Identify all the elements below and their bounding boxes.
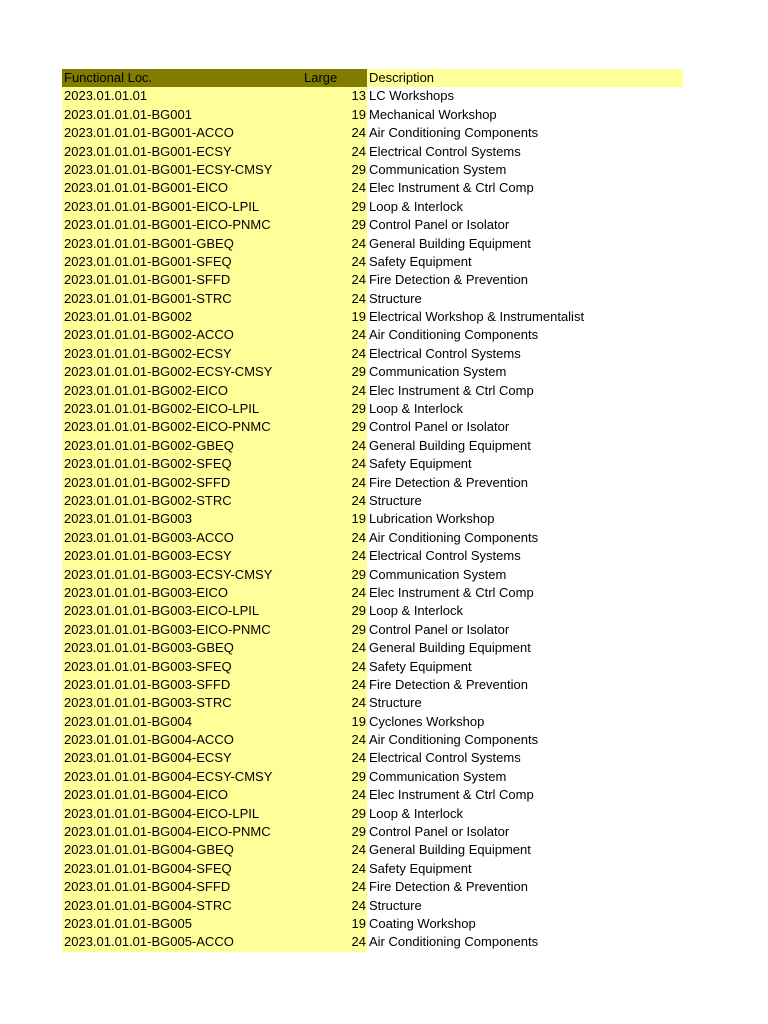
description-cell: Elec Instrument & Ctrl Comp: [367, 584, 683, 602]
functional-loc-cell: 2023.01.01.01-BG002-STRC: [62, 492, 304, 510]
description-cell: Cyclones Workshop: [367, 713, 683, 731]
large-cell: 19: [304, 106, 367, 124]
large-cell: 29: [304, 602, 367, 620]
table-row: [62, 124, 683, 142]
large-cell: 29: [304, 805, 367, 823]
table-row: [62, 823, 683, 841]
description-cell: General Building Equipment: [367, 235, 683, 253]
functional-loc-cell: 2023.01.01.01-BG001: [62, 106, 304, 124]
table-row: [62, 768, 683, 786]
large-cell: 24: [304, 492, 367, 510]
large-cell: 19: [304, 510, 367, 528]
functional-loc-cell: 2023.01.01.01-BG002-EICO-LPIL: [62, 400, 304, 418]
functional-loc-cell: 2023.01.01.01-BG003-ECSY-CMSY: [62, 566, 304, 584]
large-cell: 24: [304, 179, 367, 197]
table-row: [62, 805, 683, 823]
table-body: [62, 87, 683, 951]
description-cell: Safety Equipment: [367, 658, 683, 676]
description-cell: Lubrication Workshop: [367, 510, 683, 528]
functional-loc-cell: 2023.01.01.01-BG002-ACCO: [62, 326, 304, 344]
description-cell: Loop & Interlock: [367, 198, 683, 216]
functional-loc-cell: 2023.01.01.01-BG002-EICO: [62, 382, 304, 400]
description-cell: Fire Detection & Prevention: [367, 271, 683, 289]
description-cell: Structure: [367, 897, 683, 915]
functional-loc-cell: 2023.01.01.01-BG004: [62, 713, 304, 731]
table-row: [62, 897, 683, 915]
description-cell: Electrical Control Systems: [367, 143, 683, 161]
header-functional-loc: Functional Loc.: [62, 69, 304, 87]
table-row: [62, 326, 683, 344]
table-row: [62, 878, 683, 896]
functional-loc-cell: 2023.01.01.01-BG003-SFEQ: [62, 658, 304, 676]
functional-loc-cell: 2023.01.01.01-BG004-ACCO: [62, 731, 304, 749]
functional-loc-cell: 2023.01.01.01-BG004-GBEQ: [62, 841, 304, 859]
description-cell: Air Conditioning Components: [367, 933, 683, 951]
description-cell: Electrical Control Systems: [367, 547, 683, 565]
large-cell: 24: [304, 290, 367, 308]
large-cell: 24: [304, 253, 367, 271]
table-row: [62, 658, 683, 676]
large-cell: 29: [304, 768, 367, 786]
functional-loc-cell: 2023.01.01.01-BG003-ECSY: [62, 547, 304, 565]
description-cell: Fire Detection & Prevention: [367, 676, 683, 694]
table-row: [62, 179, 683, 197]
large-cell: 24: [304, 897, 367, 915]
large-cell: 29: [304, 823, 367, 841]
functional-loc-cell: 2023.01.01.01-BG004-EICO-LPIL: [62, 805, 304, 823]
large-cell: 24: [304, 547, 367, 565]
description-cell: Loop & Interlock: [367, 400, 683, 418]
large-cell: 19: [304, 713, 367, 731]
large-cell: 24: [304, 878, 367, 896]
functional-loc-cell: 2023.01.01.01-BG001-GBEQ: [62, 235, 304, 253]
functional-loc-cell: 2023.01.01.01-BG002: [62, 308, 304, 326]
table-row: [62, 676, 683, 694]
table-row: [62, 198, 683, 216]
large-cell: 24: [304, 731, 367, 749]
large-cell: 29: [304, 161, 367, 179]
large-cell: 29: [304, 363, 367, 381]
functional-loc-cell: 2023.01.01.01-BG002-EICO-PNMC: [62, 418, 304, 436]
table-row: [62, 400, 683, 418]
table-row: [62, 749, 683, 767]
description-cell: Electrical Control Systems: [367, 749, 683, 767]
description-cell: Coating Workshop: [367, 915, 683, 933]
functional-loc-cell: 2023.01.01.01-BG002-GBEQ: [62, 437, 304, 455]
functional-loc-cell: 2023.01.01.01-BG001-SFFD: [62, 271, 304, 289]
description-cell: Control Panel or Isolator: [367, 621, 683, 639]
large-cell: 29: [304, 198, 367, 216]
description-cell: Communication System: [367, 566, 683, 584]
table-row: [62, 602, 683, 620]
functional-loc-cell: 2023.01.01.01-BG003-EICO-PNMC: [62, 621, 304, 639]
description-cell: Air Conditioning Components: [367, 731, 683, 749]
description-cell: Communication System: [367, 768, 683, 786]
functional-loc-cell: 2023.01.01.01-BG001-EICO-LPIL: [62, 198, 304, 216]
large-cell: 24: [304, 143, 367, 161]
table-row: [62, 216, 683, 234]
table-row: [62, 474, 683, 492]
table-row: [62, 382, 683, 400]
description-cell: Safety Equipment: [367, 253, 683, 271]
large-cell: 24: [304, 860, 367, 878]
functional-location-table: [62, 69, 683, 952]
table-row: [62, 694, 683, 712]
table-row: [62, 860, 683, 878]
functional-loc-cell: 2023.01.01.01-BG004-EICO: [62, 786, 304, 804]
functional-loc-cell: 2023.01.01.01-BG001-EICO-PNMC: [62, 216, 304, 234]
description-cell: Elec Instrument & Ctrl Comp: [367, 786, 683, 804]
large-cell: 24: [304, 749, 367, 767]
functional-loc-cell: 2023.01.01.01-BG003-STRC: [62, 694, 304, 712]
description-cell: Communication System: [367, 161, 683, 179]
description-cell: LC Workshops: [367, 87, 683, 105]
functional-loc-cell: 2023.01.01.01-BG002-SFFD: [62, 474, 304, 492]
description-cell: Communication System: [367, 363, 683, 381]
large-cell: 24: [304, 271, 367, 289]
large-cell: 19: [304, 308, 367, 326]
functional-loc-cell: 2023.01.01.01-BG002-SFEQ: [62, 455, 304, 473]
table-row: [62, 492, 683, 510]
large-cell: 29: [304, 400, 367, 418]
large-cell: 29: [304, 566, 367, 584]
large-cell: 19: [304, 915, 367, 933]
large-cell: 24: [304, 841, 367, 859]
table-row: [62, 437, 683, 455]
description-cell: Structure: [367, 694, 683, 712]
description-cell: Air Conditioning Components: [367, 124, 683, 142]
table-row: [62, 713, 683, 731]
table-row: [62, 639, 683, 657]
description-cell: Fire Detection & Prevention: [367, 878, 683, 896]
functional-loc-cell: 2023.01.01.01-BG001-ECSY-CMSY: [62, 161, 304, 179]
table-row: [62, 87, 683, 105]
description-cell: Mechanical Workshop: [367, 106, 683, 124]
large-cell: 24: [304, 584, 367, 602]
description-cell: Control Panel or Isolator: [367, 216, 683, 234]
table-row: [62, 161, 683, 179]
functional-loc-cell: 2023.01.01.01-BG004-EICO-PNMC: [62, 823, 304, 841]
description-cell: General Building Equipment: [367, 639, 683, 657]
large-cell: 29: [304, 216, 367, 234]
large-cell: 24: [304, 382, 367, 400]
table-row: [62, 621, 683, 639]
large-cell: 24: [304, 933, 367, 951]
description-cell: Elec Instrument & Ctrl Comp: [367, 382, 683, 400]
table-row: [62, 455, 683, 473]
description-cell: Structure: [367, 290, 683, 308]
description-cell: Control Panel or Isolator: [367, 823, 683, 841]
large-cell: 13: [304, 87, 367, 105]
table-row: [62, 510, 683, 528]
functional-loc-cell: 2023.01.01.01-BG001-SFEQ: [62, 253, 304, 271]
functional-loc-cell: 2023.01.01.01-BG001-ECSY: [62, 143, 304, 161]
description-cell: General Building Equipment: [367, 437, 683, 455]
large-cell: 24: [304, 786, 367, 804]
functional-loc-cell: 2023.01.01.01-BG004-ECSY-CMSY: [62, 768, 304, 786]
functional-loc-cell: 2023.01.01.01-BG003-GBEQ: [62, 639, 304, 657]
table-row: [62, 933, 683, 951]
table-row: [62, 363, 683, 381]
functional-loc-cell: 2023.01.01.01-BG004-SFEQ: [62, 860, 304, 878]
large-cell: 24: [304, 124, 367, 142]
table-row: [62, 106, 683, 124]
description-cell: Elec Instrument & Ctrl Comp: [367, 179, 683, 197]
large-cell: 24: [304, 474, 367, 492]
large-cell: 29: [304, 621, 367, 639]
table-row: [62, 731, 683, 749]
table-row: [62, 418, 683, 436]
description-cell: Control Panel or Isolator: [367, 418, 683, 436]
large-cell: 24: [304, 694, 367, 712]
table-header-row: [62, 69, 683, 87]
table-row: [62, 143, 683, 161]
table-row: [62, 547, 683, 565]
functional-loc-cell: 2023.01.01.01-BG004-STRC: [62, 897, 304, 915]
large-cell: 24: [304, 326, 367, 344]
table-row: [62, 253, 683, 271]
table-row: [62, 529, 683, 547]
functional-loc-cell: 2023.01.01.01-BG003-ACCO: [62, 529, 304, 547]
table-row: [62, 786, 683, 804]
large-cell: 24: [304, 345, 367, 363]
functional-loc-cell: 2023.01.01.01-BG004-ECSY: [62, 749, 304, 767]
large-cell: 24: [304, 658, 367, 676]
large-cell: 24: [304, 529, 367, 547]
table-row: [62, 271, 683, 289]
table-row: [62, 915, 683, 933]
functional-loc-cell: 2023.01.01.01-BG003: [62, 510, 304, 528]
table-row: [62, 235, 683, 253]
description-cell: Electrical Control Systems: [367, 345, 683, 363]
description-cell: Fire Detection & Prevention: [367, 474, 683, 492]
table-row: [62, 841, 683, 859]
functional-loc-cell: 2023.01.01.01-BG003-SFFD: [62, 676, 304, 694]
large-cell: 24: [304, 235, 367, 253]
large-cell: 24: [304, 676, 367, 694]
description-cell: Structure: [367, 492, 683, 510]
large-cell: 24: [304, 639, 367, 657]
functional-loc-cell: 2023.01.01.01-BG002-ECSY-CMSY: [62, 363, 304, 381]
large-cell: 24: [304, 455, 367, 473]
table-row: [62, 566, 683, 584]
header-description: Description: [367, 69, 683, 87]
description-cell: Air Conditioning Components: [367, 529, 683, 547]
header-large: Large: [304, 69, 367, 87]
functional-loc-cell: 2023.01.01.01-BG005-ACCO: [62, 933, 304, 951]
description-cell: Safety Equipment: [367, 455, 683, 473]
description-cell: Electrical Workshop & Instrumentalist: [367, 308, 683, 326]
functional-loc-cell: 2023.01.01.01-BG003-EICO: [62, 584, 304, 602]
functional-loc-cell: 2023.01.01.01: [62, 87, 304, 105]
description-cell: Loop & Interlock: [367, 602, 683, 620]
large-cell: 24: [304, 437, 367, 455]
description-cell: General Building Equipment: [367, 841, 683, 859]
functional-loc-cell: 2023.01.01.01-BG001-ACCO: [62, 124, 304, 142]
large-cell: 29: [304, 418, 367, 436]
description-cell: Loop & Interlock: [367, 805, 683, 823]
table-row: [62, 345, 683, 363]
table-row: [62, 584, 683, 602]
functional-loc-cell: 2023.01.01.01-BG004-SFFD: [62, 878, 304, 896]
description-cell: Air Conditioning Components: [367, 326, 683, 344]
functional-loc-cell: 2023.01.01.01-BG001-EICO: [62, 179, 304, 197]
functional-loc-cell: 2023.01.01.01-BG002-ECSY: [62, 345, 304, 363]
functional-loc-cell: 2023.01.01.01-BG001-STRC: [62, 290, 304, 308]
table-row: [62, 308, 683, 326]
table-row: [62, 290, 683, 308]
functional-loc-cell: 2023.01.01.01-BG003-EICO-LPIL: [62, 602, 304, 620]
functional-loc-cell: 2023.01.01.01-BG005: [62, 915, 304, 933]
description-cell: Safety Equipment: [367, 860, 683, 878]
